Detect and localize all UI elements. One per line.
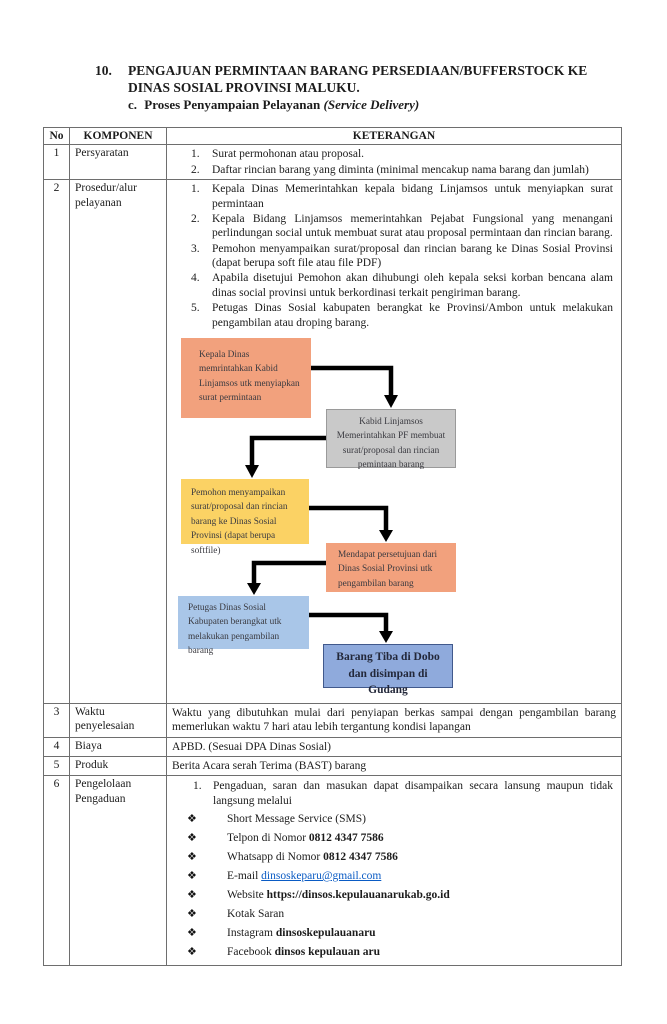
diamond-bullet-icon: ❖ [187, 926, 197, 939]
arrow-5-line [309, 615, 386, 633]
channel-website [187, 888, 617, 903]
diamond-bullet-icon: ❖ [187, 851, 197, 863]
email-link[interactable]: dinsoskeparu@gmail.com [261, 869, 382, 882]
section-subtitle [128, 97, 598, 113]
list-item: Kepala Dinas Memerintahkan kepala bidang Linjamsos untuk menyiapkan surat permintaan [212, 183, 613, 210]
channel-text: E-mail [227, 869, 262, 882]
arrow-4-head [247, 583, 261, 595]
row-number: 4 [44, 737, 70, 756]
table-row-produk [44, 757, 622, 776]
heading-number: 10. [95, 63, 112, 78]
title-line1: PENGAJUAN PERMINTAAN BARANG PERSEDIAAN/BUFFERSTOCK KE [128, 63, 588, 78]
flow-box-kepala-dinas [181, 338, 311, 418]
arrow-1-head [384, 395, 398, 408]
channel-facebook [187, 945, 617, 960]
subtitle-text: Proses Penyampaian Pelayanan [144, 97, 321, 112]
list-item: Pengaduan, saran dan masukan dapat disampaikan secara lansung maupun tidak langsung melalui [213, 780, 613, 807]
list-item: Kepala Bidang Linjamsos memerintahkan Pejabat Fungsional yang menangani perlindungan social untuk membuat surat atau proposal permintaan dan rincian barang. [212, 212, 613, 240]
channel-whatsapp [187, 850, 617, 865]
list-item: Pemohon menyampaikan surat/proposal dan rincian barang ke Dinas Sosial Provinsi (dapat berupa soft file atau file PDF) [212, 242, 613, 269]
table-header-row [44, 128, 622, 145]
flow-box-text: Pemohon menyampaikan surat/proposal dan rincian barang ke Dinas Sosial Provinsi (dapat berupa softfile) [191, 487, 288, 556]
title-line2: DINAS SOSIAL PROVINSI MALUKU. [128, 80, 360, 95]
diamond-bullet-icon: ❖ [187, 907, 197, 920]
arrow-4-line [254, 563, 326, 585]
diamond-bullet-icon: ❖ [187, 888, 197, 901]
list-item: Apabila disetujui Pemohon akan dihubungi oleh kepala seksi korban bencana alam dinas social provinsi untuk berkordinasi terkait pengiriman barang. [212, 272, 613, 299]
table-row-pengaduan [44, 776, 622, 965]
keterangan-text: APBD. (Sesuai DPA Dinas Sosial) [167, 737, 622, 756]
flow-box-petugas [178, 596, 309, 657]
channel-text: Facebook [227, 945, 275, 958]
flow-box-kabid-linjamsos [326, 409, 456, 471]
table-row-prosedur [44, 180, 622, 704]
row-number: 1 [44, 145, 70, 180]
subtitle-letter: c. [128, 97, 138, 112]
channel-phone [187, 831, 617, 846]
keterangan-text: Berita Acara serah Terima (BAST) barang [167, 757, 622, 776]
channel-text: Whatsapp di Nomor [227, 851, 324, 863]
channel-value: dinsos kepulauan aru [274, 945, 381, 958]
arrow-3-line [309, 508, 386, 532]
channel-kotak-saran [187, 907, 617, 922]
komponen-label: Pengelolaan Pengaduan [70, 776, 167, 965]
diamond-bullet-icon: ❖ [187, 832, 197, 845]
channel-text: Kotak Saran [227, 907, 285, 920]
header-komponen: KOMPONEN [70, 128, 167, 145]
keterangan-text: Waktu yang dibutuhkan mulai dari penyiapan berkas sampai dengan pengambilan barang memerlukan waktu 7 hari atau lebih tergantung kondisi lapangan [167, 703, 622, 737]
row-number: 3 [44, 703, 70, 737]
diamond-bullet-icon: ❖ [187, 869, 197, 882]
komponen-label: Persyaratan [70, 145, 167, 180]
arrow-2-line [252, 438, 326, 467]
page-title [128, 62, 598, 96]
row-number: 5 [44, 757, 70, 776]
arrow-1-line [311, 368, 391, 397]
flow-box-text: Barang Tiba di Dobo dan disimpan di Gudang [336, 650, 440, 697]
channel-text: Telpon di Nomor [227, 832, 309, 845]
complaint-channels-list [187, 812, 617, 960]
channel-sms [187, 812, 617, 827]
flow-box-text: Petugas Dinas Sosial Kabupaten berangkat utk melakukan pengambilan barang [188, 602, 282, 657]
list-item: Petugas Dinas Sosial kabupaten berangkat ke Provinsi/Ambon untuk melakukan pengambilan atau droping barang. [212, 302, 613, 329]
table-row-biaya [44, 737, 622, 756]
flow-box-persetujuan [326, 543, 456, 592]
table-row-persyaratan [44, 145, 622, 180]
header-no: No [44, 128, 70, 145]
list-item: Daftar rincian barang yang diminta (minimal mencakup nama barang dan jumlah) [212, 163, 589, 176]
service-table [43, 127, 622, 966]
row-number: 2 [44, 180, 70, 704]
flow-box-barang-tiba [323, 644, 453, 697]
flow-box-text: Kabid Linjamsos Memerintahkan PF membuat surat/proposal dan rincian pemintaan barang [336, 416, 446, 471]
table-row-waktu [44, 703, 622, 737]
arrow-5-head [379, 631, 393, 643]
pengaduan-intro-list [185, 779, 617, 808]
channel-value: https://dinsos.kepulauanarukab.go.id [266, 888, 450, 901]
komponen-label: Prosedur/alur pelayanan [70, 180, 167, 704]
channel-email [187, 869, 617, 884]
subtitle-italic: (Service Delivery) [323, 97, 420, 112]
channel-value: 0812 4347 7586 [308, 832, 384, 845]
channel-text: Instagram [227, 926, 276, 939]
arrow-3-head [379, 530, 393, 542]
komponen-label: Produk [70, 757, 167, 776]
diamond-bullet-icon: ❖ [187, 945, 197, 958]
flow-box-text: Mendapat persetujuan dari Dinas Sosial Provinsi utk pengambilan barang [338, 549, 438, 589]
channel-instagram [187, 926, 617, 941]
list-item: Surat permohonan atau proposal. [212, 148, 365, 161]
diamond-bullet-icon: ❖ [187, 813, 197, 826]
document-heading [0, 0, 667, 113]
arrow-2-head [245, 465, 259, 478]
komponen-label: Waktu penyelesaian [70, 703, 167, 737]
channel-text: Short Message Service (SMS) [227, 813, 366, 826]
channel-value: 0812 4347 7586 [323, 851, 398, 863]
prosedur-list [171, 182, 617, 330]
process-flowchart [171, 336, 618, 698]
flow-box-pemohon [181, 479, 309, 556]
channel-value: dinsoskepulauanaru [275, 926, 376, 939]
channel-text: Website [227, 888, 267, 901]
header-keterangan: KETERANGAN [167, 128, 622, 145]
flow-box-text: Kepala Dinas memrintahkan Kabid Linjamsos utk menyiapkan surat permintaan [199, 349, 300, 404]
persyaratan-list [171, 147, 617, 177]
komponen-label: Biaya [70, 737, 167, 756]
row-number: 6 [44, 776, 70, 965]
